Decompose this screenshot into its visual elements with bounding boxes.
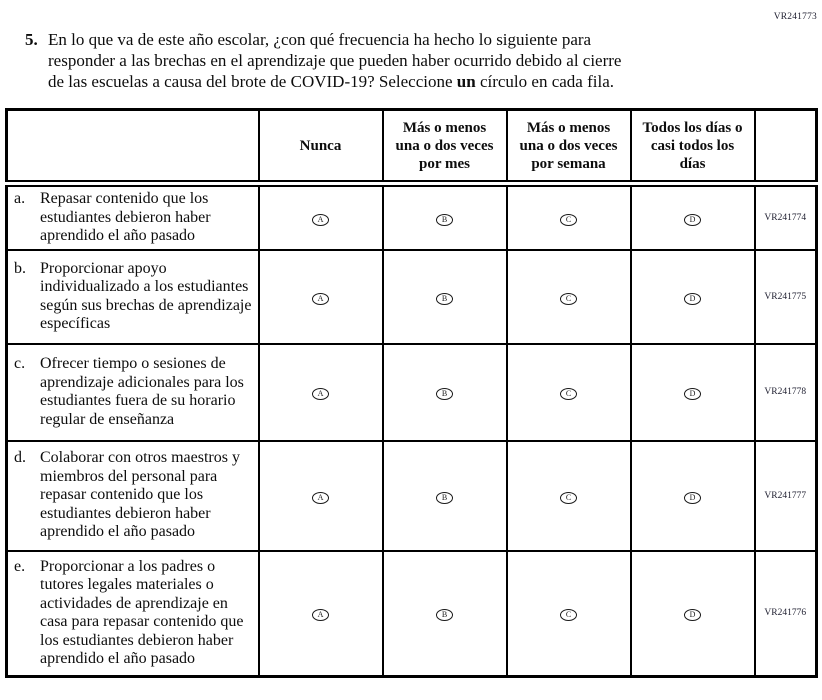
page-variable-code: VR241773 <box>773 12 817 22</box>
answer-bubble-b[interactable]: B <box>436 214 453 226</box>
table-row-b <box>7 250 817 344</box>
row-c-cell-nunca <box>259 344 383 441</box>
row-letter: e. <box>14 557 26 575</box>
row-d-variable-code: VR241777 <box>755 441 817 551</box>
row-e-cell-semana <box>507 551 631 677</box>
row-d-cell-dias <box>631 441 755 551</box>
header-nunca: Nunca <box>259 110 383 184</box>
header-veces-por-semana: Más o menos una o dos veces por semana <box>507 110 631 184</box>
question-line-2: responder a las brechas en el aprendizaje que pueden haber ocurrido debido al cierre <box>48 51 622 70</box>
row-b-cell-dias <box>631 250 755 344</box>
row-text: Ofrecer tiempo o sesiones de aprendizaje adicionales para los estudiantes fuera de su horario regular de enseñanza <box>40 355 244 428</box>
row-c-cell-mes <box>383 344 507 441</box>
emphasized-word: un <box>456 72 476 91</box>
row-e-cell-nunca <box>259 551 383 677</box>
row-letter: d. <box>14 449 26 467</box>
answer-bubble-b[interactable]: B <box>436 388 453 400</box>
answer-bubble-c[interactable]: C <box>560 492 577 504</box>
answer-bubble-a[interactable]: A <box>312 388 329 400</box>
answer-bubble-c[interactable]: C <box>560 609 577 621</box>
answer-bubble-d[interactable]: D <box>684 214 701 226</box>
row-c-variable-code: VR241778 <box>755 344 817 441</box>
answer-bubble-d[interactable]: D <box>684 388 701 400</box>
row-d-stem <box>7 441 259 551</box>
row-c-cell-semana <box>507 344 631 441</box>
header-empty-stem <box>7 110 259 184</box>
answer-bubble-c[interactable]: C <box>560 293 577 305</box>
question-number: 5. <box>25 30 38 49</box>
row-a-cell-nunca <box>259 184 383 250</box>
table-row-e <box>7 551 817 677</box>
answer-bubble-c[interactable]: C <box>560 214 577 226</box>
header-veces-por-mes: Más o menos una o dos veces por mes <box>383 110 507 184</box>
question-line-1: En lo que va de este año escolar, ¿con qué frecuencia ha hecho lo siguiente para <box>48 30 592 49</box>
row-a-cell-mes <box>383 184 507 250</box>
answer-bubble-b[interactable]: B <box>436 492 453 504</box>
answer-bubble-d[interactable]: D <box>684 293 701 305</box>
table-row-d <box>7 441 817 551</box>
row-e-variable-code: VR241776 <box>755 551 817 677</box>
answer-bubble-d[interactable]: D <box>684 609 701 621</box>
row-letter: c. <box>14 355 26 372</box>
row-text: Proporcionar a los padres o tutores legales materiales o actividades de aprendizaje en casa para repasar contenido que los estudiantes debieron haber aprendido el año pasado <box>40 557 244 668</box>
row-text: Colaborar con otros maestros y miembros del personal para repasar contenido que los estudiantes debieron haber aprendido el año pasado <box>40 449 240 541</box>
row-d-cell-semana <box>507 441 631 551</box>
question-text <box>48 29 621 92</box>
table-row-a <box>7 184 817 250</box>
row-a-cell-dias <box>631 184 755 250</box>
header-row <box>7 110 817 184</box>
row-e-stem <box>7 551 259 677</box>
answer-bubble-b[interactable]: B <box>436 609 453 621</box>
row-b-cell-nunca <box>259 250 383 344</box>
question-line-3: de las escuelas a causa del brote de COVID-19? Seleccione un círculo en cada fila. <box>48 72 614 91</box>
answer-bubble-c[interactable]: C <box>560 388 577 400</box>
row-a-cell-semana <box>507 184 631 250</box>
row-d-cell-mes <box>383 441 507 551</box>
answer-bubble-a[interactable]: A <box>312 492 329 504</box>
row-b-cell-mes <box>383 250 507 344</box>
header-empty-code <box>755 110 817 184</box>
row-b-cell-semana <box>507 250 631 344</box>
row-c-stem <box>7 344 259 441</box>
header-todos-los-dias: Todos los días o casi todos los días <box>631 110 755 184</box>
answer-bubble-a[interactable]: A <box>312 609 329 621</box>
row-d-cell-nunca <box>259 441 383 551</box>
answer-bubble-a[interactable]: A <box>312 293 329 305</box>
table-row-c <box>7 344 817 441</box>
row-a-variable-code: VR241774 <box>755 184 817 250</box>
answer-bubble-d[interactable]: D <box>684 492 701 504</box>
row-e-cell-dias <box>631 551 755 677</box>
answer-bubble-a[interactable]: A <box>312 214 329 226</box>
row-letter: b. <box>14 259 26 277</box>
row-b-variable-code: VR241775 <box>755 250 817 344</box>
frequency-response-table <box>5 108 818 678</box>
row-letter: a. <box>14 190 26 207</box>
row-b-stem <box>7 250 259 344</box>
row-a-stem <box>7 184 259 250</box>
question-5 <box>25 29 621 92</box>
row-c-cell-dias <box>631 344 755 441</box>
answer-bubble-b[interactable]: B <box>436 293 453 305</box>
row-text: Proporcionar apoyo individualizado a los estudiantes según sus brechas de aprendizaje específicas <box>40 259 252 332</box>
row-text: Repasar contenido que los estudiantes debieron haber aprendido el año pasado <box>40 190 211 244</box>
row-e-cell-mes <box>383 551 507 677</box>
